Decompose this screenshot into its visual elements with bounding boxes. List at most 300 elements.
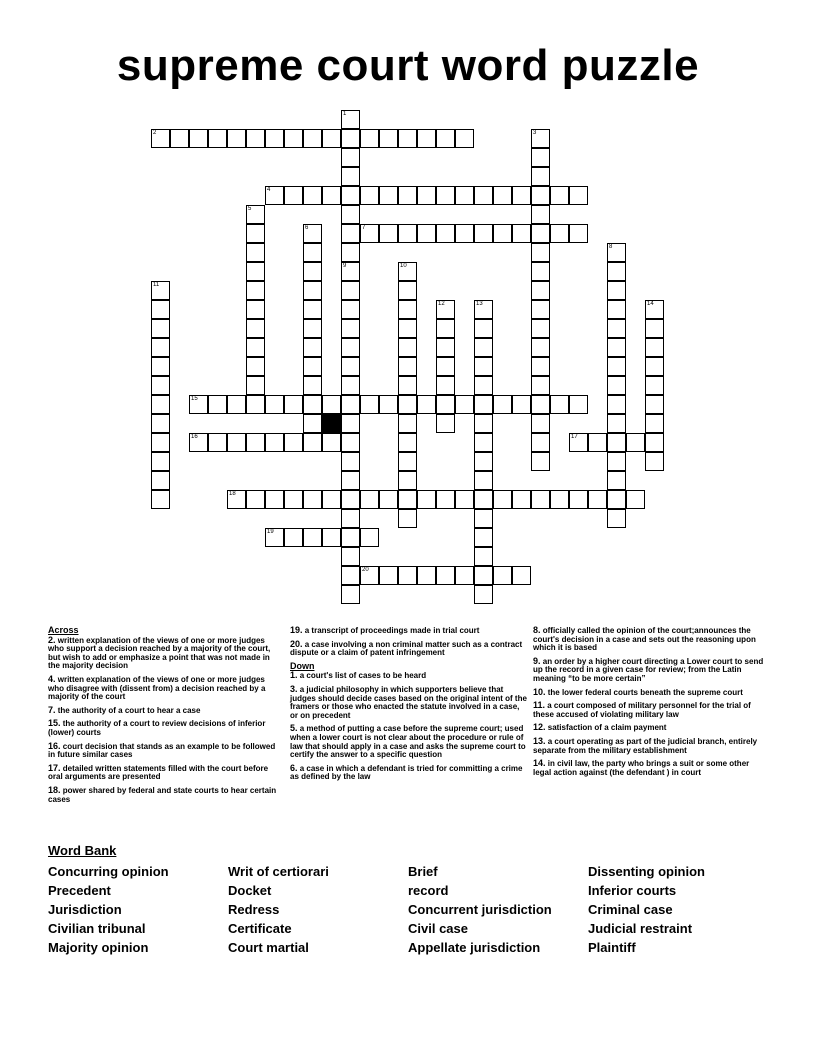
crossword-cell[interactable] <box>398 262 417 281</box>
crossword-cell[interactable] <box>360 129 379 148</box>
crossword-cell[interactable] <box>417 490 436 509</box>
crossword-cell[interactable] <box>265 186 284 205</box>
crossword-cell[interactable] <box>208 433 227 452</box>
crossword-cell[interactable] <box>208 395 227 414</box>
crossword-cell[interactable] <box>303 433 322 452</box>
crossword-cell[interactable] <box>208 129 227 148</box>
crossword-cell[interactable] <box>436 300 455 319</box>
crossword-cell[interactable] <box>436 186 455 205</box>
crossword-cell[interactable] <box>398 433 417 452</box>
crossword-cell[interactable] <box>455 490 474 509</box>
crossword-cell[interactable] <box>474 338 493 357</box>
crossword-cell[interactable] <box>550 490 569 509</box>
word-bank-item: Judicial restraint <box>588 921 693 936</box>
clue-number-label: 8. <box>533 625 541 635</box>
crossword-cell[interactable] <box>189 395 208 414</box>
crossword-cell[interactable] <box>322 433 341 452</box>
clue-text: a case involving a non criminal matter such as a contract dispute or a claim of patent infringement <box>290 639 523 658</box>
crossword-cell[interactable] <box>607 357 626 376</box>
crossword-cell[interactable] <box>360 528 379 547</box>
clue-text: the authority of a court to review decisions of inferior (lower) courts <box>48 719 266 737</box>
crossword-cell[interactable] <box>151 395 170 414</box>
clue-number-label: 4. <box>48 673 56 684</box>
clue-number-label: 18. <box>48 784 61 795</box>
crossword-cell[interactable] <box>493 224 512 243</box>
crossword-cell[interactable] <box>341 186 360 205</box>
crossword-cell[interactable] <box>246 262 265 281</box>
crossword-cell[interactable] <box>246 281 265 300</box>
clue-number: 12 <box>438 301 445 307</box>
crossword-cell[interactable] <box>512 490 531 509</box>
crossword-cell[interactable] <box>151 452 170 471</box>
crossword-cell[interactable] <box>455 129 474 148</box>
crossword-cell[interactable] <box>512 224 531 243</box>
crossword-cell[interactable] <box>607 300 626 319</box>
crossword-cell[interactable] <box>398 281 417 300</box>
word-bank-item: record <box>408 883 449 898</box>
crossword-cell[interactable] <box>360 186 379 205</box>
crossword-cell[interactable] <box>341 281 360 300</box>
crossword-cell[interactable] <box>303 357 322 376</box>
crossword-cell[interactable] <box>531 490 550 509</box>
clue-item <box>48 719 278 737</box>
crossword-cell[interactable] <box>531 205 550 224</box>
crossword-cell[interactable] <box>531 186 550 205</box>
crossword-cell[interactable] <box>303 376 322 395</box>
crossword-cell[interactable] <box>474 528 493 547</box>
crossword-cell[interactable] <box>417 224 436 243</box>
crossword-cell[interactable] <box>455 395 474 414</box>
crossword-cell[interactable] <box>322 528 341 547</box>
crossword-cell[interactable] <box>398 376 417 395</box>
clue-item <box>48 675 278 702</box>
crossword-cell[interactable] <box>379 129 398 148</box>
clues-column-1 <box>48 626 278 808</box>
crossword-cell[interactable] <box>531 319 550 338</box>
crossword-cell[interactable] <box>455 224 474 243</box>
crossword-cell[interactable] <box>151 433 170 452</box>
crossword-cell[interactable] <box>531 338 550 357</box>
crossword-cell[interactable] <box>303 224 322 243</box>
crossword-cell[interactable] <box>379 186 398 205</box>
crossword-cell[interactable] <box>341 129 360 148</box>
crossword-cell[interactable] <box>607 319 626 338</box>
crossword-cell[interactable] <box>303 186 322 205</box>
word-bank-title: Word Bank <box>48 843 117 858</box>
crossword-cell[interactable] <box>645 300 664 319</box>
crossword-cell[interactable] <box>398 490 417 509</box>
crossword-cell[interactable] <box>379 490 398 509</box>
crossword-cell[interactable] <box>303 395 322 414</box>
crossword-cell[interactable] <box>512 186 531 205</box>
crossword-cell[interactable] <box>531 224 550 243</box>
crossword-cell[interactable] <box>398 471 417 490</box>
crossword-cell[interactable] <box>588 433 607 452</box>
crossword-cell[interactable] <box>151 414 170 433</box>
clue-section-heading: Across <box>48 625 79 635</box>
crossword-cell[interactable] <box>341 471 360 490</box>
clue-item <box>290 724 528 759</box>
crossword-cell[interactable] <box>303 528 322 547</box>
crossword-cell[interactable] <box>645 357 664 376</box>
crossword-cell[interactable] <box>493 186 512 205</box>
crossword-cell[interactable] <box>474 224 493 243</box>
crossword-cell[interactable] <box>284 433 303 452</box>
clue-item <box>48 742 278 760</box>
word-bank-item: Jurisdiction <box>48 902 122 917</box>
clue-item <box>533 737 765 755</box>
crossword-cell[interactable] <box>341 547 360 566</box>
clue-number-label: 17. <box>48 762 61 773</box>
crossword-cell[interactable] <box>607 338 626 357</box>
crossword-cell[interactable] <box>607 414 626 433</box>
word-bank-item: Certificate <box>228 921 292 936</box>
word-bank-item: Docket <box>228 883 272 898</box>
crossword-cell[interactable] <box>569 224 588 243</box>
crossword-cell[interactable] <box>246 205 265 224</box>
clue-number-label: 7. <box>48 704 56 715</box>
clue-number: 7 <box>362 225 366 231</box>
clue-number: 19 <box>267 529 274 535</box>
crossword-cell[interactable] <box>360 395 379 414</box>
crossword-cell[interactable] <box>341 262 360 281</box>
crossword-cell[interactable] <box>151 281 170 300</box>
crossword-cell[interactable] <box>246 433 265 452</box>
crossword-cell[interactable] <box>303 243 322 262</box>
crossword-cell[interactable] <box>246 357 265 376</box>
clue-item <box>290 685 528 720</box>
crossword-cell[interactable] <box>531 243 550 262</box>
crossword-cell[interactable] <box>436 414 455 433</box>
word-bank-item: Criminal case <box>588 902 673 917</box>
crossword-cell[interactable] <box>417 186 436 205</box>
crossword-cell[interactable] <box>303 262 322 281</box>
crossword-cell[interactable] <box>341 205 360 224</box>
crossword-cell[interactable] <box>455 566 474 585</box>
clue-number-label: 5. <box>290 723 298 734</box>
crossword-cell[interactable] <box>341 452 360 471</box>
crossword-cell[interactable] <box>341 414 360 433</box>
clue-text: power shared by federal and state courts to hear certain cases <box>48 785 277 804</box>
crossword-cell[interactable] <box>531 281 550 300</box>
crossword-cell[interactable] <box>246 376 265 395</box>
crossword-cell[interactable] <box>303 490 322 509</box>
crossword-cell[interactable] <box>607 376 626 395</box>
crossword-cell[interactable] <box>512 566 531 585</box>
crossword-cell[interactable] <box>398 452 417 471</box>
crossword-cell[interactable] <box>512 395 531 414</box>
crossword-cell[interactable] <box>151 319 170 338</box>
word-bank-column <box>588 862 705 957</box>
crossword-cell[interactable] <box>189 433 208 452</box>
crossword-cell[interactable] <box>322 395 341 414</box>
crossword-cell[interactable] <box>531 300 550 319</box>
crossword-cell[interactable] <box>398 224 417 243</box>
crossword-cell[interactable] <box>341 528 360 547</box>
crossword-cell[interactable] <box>417 395 436 414</box>
clue-text: court decision that stands as an example to be followed in future similar cases <box>48 741 276 760</box>
crossword-cell[interactable] <box>246 129 265 148</box>
crossword-cell[interactable] <box>607 490 626 509</box>
crossword-cell[interactable] <box>531 452 550 471</box>
clue-number-label: 6. <box>290 762 298 773</box>
crossword-cell[interactable] <box>531 433 550 452</box>
crossword-cell[interactable] <box>246 243 265 262</box>
clue-item <box>48 764 278 782</box>
crossword-cell[interactable] <box>265 490 284 509</box>
crossword-cell[interactable] <box>246 490 265 509</box>
crossword-cell[interactable] <box>645 338 664 357</box>
crossword-cell[interactable] <box>151 338 170 357</box>
clue-text: a judicial philosophy in which supporters believe that judges should decide cases based on the original intent of the framers or those who enacted the statute involved in a case, or on precedent <box>290 684 527 720</box>
crossword-cell[interactable] <box>398 357 417 376</box>
crossword-cell[interactable] <box>474 376 493 395</box>
crossword-cell[interactable] <box>151 376 170 395</box>
crossword-cell[interactable] <box>398 509 417 528</box>
crossword-cell[interactable] <box>417 566 436 585</box>
crossword-cell[interactable] <box>626 490 645 509</box>
crossword-cell[interactable] <box>360 490 379 509</box>
crossword-cell[interactable] <box>246 338 265 357</box>
crossword-cell[interactable] <box>227 490 246 509</box>
word-bank-item: Brief <box>408 864 438 879</box>
crossword-cell[interactable] <box>151 357 170 376</box>
clue-number-label: 19. <box>290 625 303 635</box>
crossword-cell[interactable] <box>474 300 493 319</box>
crossword-cell[interactable] <box>531 376 550 395</box>
crossword-cell[interactable] <box>265 433 284 452</box>
crossword-cell[interactable] <box>379 566 398 585</box>
crossword-cell[interactable] <box>474 585 493 604</box>
crossword-cell[interactable] <box>341 433 360 452</box>
word-bank-column <box>408 862 552 957</box>
crossword-cell[interactable] <box>265 129 284 148</box>
crossword-cell[interactable] <box>531 129 550 148</box>
clue-number: 16 <box>191 434 198 440</box>
crossword-cell[interactable] <box>493 566 512 585</box>
crossword-cell[interactable] <box>474 319 493 338</box>
word-bank-item: Concurring opinion <box>48 864 169 879</box>
crossword-cell[interactable] <box>474 186 493 205</box>
crossword-cell[interactable] <box>607 509 626 528</box>
crossword-cell[interactable] <box>569 490 588 509</box>
crossword-cell[interactable] <box>227 395 246 414</box>
crossword-cell[interactable] <box>607 395 626 414</box>
crossword-cell[interactable] <box>341 338 360 357</box>
crossword-cell[interactable] <box>189 129 208 148</box>
crossword-cell[interactable] <box>284 395 303 414</box>
clue-number-label: 14. <box>533 758 546 769</box>
crossword-cell[interactable] <box>569 433 588 452</box>
crossword-cell[interactable] <box>531 167 550 186</box>
crossword-cell[interactable] <box>398 338 417 357</box>
clue-number: 5 <box>248 206 252 212</box>
crossword-cell[interactable] <box>474 414 493 433</box>
crossword-cell[interactable] <box>550 224 569 243</box>
clue-text: a court's list of cases to be heard <box>297 671 427 681</box>
crossword-cell[interactable] <box>531 395 550 414</box>
crossword-cell[interactable] <box>322 129 341 148</box>
clue-text: the authority of a court to hear a case <box>55 705 201 715</box>
crossword-cell[interactable] <box>341 167 360 186</box>
crossword-cell[interactable] <box>569 395 588 414</box>
crossword-cell[interactable] <box>227 129 246 148</box>
crossword-cell[interactable] <box>379 395 398 414</box>
crossword-cell[interactable] <box>303 281 322 300</box>
crossword-cell[interactable] <box>284 528 303 547</box>
crossword-cell[interactable] <box>474 395 493 414</box>
crossword-cell[interactable] <box>398 566 417 585</box>
crossword-cell[interactable] <box>436 490 455 509</box>
crossword-cell[interactable] <box>493 490 512 509</box>
clue-text: a case in which a defendant is tried for committing a crime as defined by the law <box>290 763 523 782</box>
clue-number: 3 <box>533 130 537 136</box>
crossword-cell[interactable] <box>626 433 645 452</box>
crossword-cell[interactable] <box>246 395 265 414</box>
crossword-cell[interactable] <box>645 452 664 471</box>
clue-item <box>290 764 528 782</box>
clue-text: satisfaction of a claim payment <box>545 723 667 733</box>
crossword-cell[interactable] <box>151 471 170 490</box>
crossword-cell[interactable] <box>436 357 455 376</box>
crossword-cell[interactable] <box>436 129 455 148</box>
crossword-cell[interactable] <box>170 129 189 148</box>
crossword-cell[interactable] <box>341 243 360 262</box>
crossword-cell[interactable] <box>417 129 436 148</box>
crossword-cell[interactable] <box>322 186 341 205</box>
crossword-cell[interactable] <box>360 566 379 585</box>
crossword-cell[interactable] <box>398 319 417 338</box>
crossword-cell[interactable] <box>322 490 341 509</box>
clue-number: 11 <box>153 282 160 288</box>
crossword-cell[interactable] <box>493 395 512 414</box>
crossword-cell[interactable] <box>645 319 664 338</box>
crossword-cell[interactable] <box>550 186 569 205</box>
crossword-cell[interactable] <box>341 300 360 319</box>
crossword-cell[interactable] <box>607 262 626 281</box>
crossword-cell[interactable] <box>474 357 493 376</box>
crossword-cell[interactable] <box>303 129 322 148</box>
crossword-cell[interactable] <box>341 585 360 604</box>
crossword-cell[interactable] <box>607 243 626 262</box>
crossword-cell[interactable] <box>303 338 322 357</box>
crossword-cell[interactable] <box>436 224 455 243</box>
crossword-cell[interactable] <box>227 433 246 452</box>
crossword-cell[interactable] <box>341 110 360 129</box>
crossword-cell[interactable] <box>151 300 170 319</box>
crossword-cell[interactable] <box>531 148 550 167</box>
crossword-cell[interactable] <box>379 224 398 243</box>
crossword-cell[interactable] <box>436 376 455 395</box>
crossword-cell[interactable] <box>341 376 360 395</box>
crossword-cell[interactable] <box>607 433 626 452</box>
crossword-cell[interactable] <box>436 395 455 414</box>
crossword-cell[interactable] <box>265 395 284 414</box>
crossword-cell[interactable] <box>265 528 284 547</box>
crossword-cell[interactable] <box>455 186 474 205</box>
crossword-cell[interactable] <box>531 414 550 433</box>
crossword-cell[interactable] <box>341 509 360 528</box>
crossword-cell[interactable] <box>303 319 322 338</box>
crossword-cell[interactable] <box>341 319 360 338</box>
crossword-cell[interactable] <box>284 490 303 509</box>
crossword-cell[interactable] <box>645 414 664 433</box>
clue-item <box>48 636 278 671</box>
clue-number-label: 9. <box>533 655 541 666</box>
crossword-cell[interactable] <box>474 452 493 471</box>
crossword-cell[interactable] <box>607 281 626 300</box>
clue-text: a method of putting a case before the supreme court; used when a lower court is not clear about the procedure or rule of law that should apply in a case and asks the supreme court to certify the answer to a specific question <box>290 724 526 760</box>
word-bank-item: Writ of certiorari <box>228 864 329 879</box>
clue-number-label: 3. <box>290 683 298 694</box>
crossword-cell[interactable] <box>569 186 588 205</box>
crossword-cell[interactable] <box>474 471 493 490</box>
crossword-cell[interactable] <box>474 433 493 452</box>
crossword-cell[interactable] <box>341 566 360 585</box>
crossword-cell[interactable] <box>341 148 360 167</box>
crossword-cell[interactable] <box>284 129 303 148</box>
crossword-cell[interactable] <box>436 566 455 585</box>
crossword-cell[interactable] <box>607 471 626 490</box>
crossword-cell[interactable] <box>645 376 664 395</box>
crossword-cell[interactable] <box>151 129 170 148</box>
crossword-cell[interactable] <box>531 262 550 281</box>
crossword-cell[interactable] <box>284 186 303 205</box>
crossword-cell[interactable] <box>341 224 360 243</box>
crossword-cell[interactable] <box>474 566 493 585</box>
clue-number: 8 <box>609 244 613 250</box>
crossword-cell[interactable] <box>398 300 417 319</box>
crossword-cell[interactable] <box>341 490 360 509</box>
crossword-cell[interactable] <box>151 490 170 509</box>
crossword-cell[interactable] <box>398 414 417 433</box>
clue-number-label: 11. <box>533 700 546 711</box>
crossword-cell[interactable] <box>303 300 322 319</box>
crossword-cell[interactable] <box>531 357 550 376</box>
crossword-cell[interactable] <box>246 319 265 338</box>
crossword-cell[interactable] <box>645 395 664 414</box>
clue-number: 1 <box>343 111 347 117</box>
crossword-cell[interactable] <box>474 547 493 566</box>
crossword-cell[interactable] <box>436 338 455 357</box>
crossword-cell[interactable] <box>607 452 626 471</box>
clue-text: a court composed of military personnel for the trial of these accused of violating military law <box>533 701 751 719</box>
crossword-cell[interactable] <box>341 357 360 376</box>
crossword-cell[interactable] <box>550 395 569 414</box>
crossword-cell[interactable] <box>474 490 493 509</box>
crossword-cell[interactable] <box>645 433 664 452</box>
crossword-cell[interactable] <box>341 395 360 414</box>
clue-text: detailed written statements filled with the court before oral arguments are presented <box>48 763 269 782</box>
word-bank-column <box>228 862 329 957</box>
crossword-cell[interactable] <box>303 414 322 433</box>
crossword-cell[interactable] <box>398 129 417 148</box>
crossword-cell[interactable] <box>246 300 265 319</box>
crossword-cell[interactable] <box>588 490 607 509</box>
clue-text: a court operating as part of the judicial branch, entirely separate from the military establishment <box>533 736 758 755</box>
clue-number: 18 <box>229 491 236 497</box>
crossword-cell[interactable] <box>398 186 417 205</box>
word-bank-item: Dissenting opinion <box>588 864 705 879</box>
clue-number-label: 2. <box>48 634 56 645</box>
clue-number-label: 16. <box>48 740 61 751</box>
crossword-cell[interactable] <box>474 509 493 528</box>
crossword-cell[interactable] <box>246 224 265 243</box>
crossword-cell[interactable] <box>398 395 417 414</box>
crossword-cell[interactable] <box>436 319 455 338</box>
crossword-cell[interactable] <box>360 224 379 243</box>
crossword-block <box>322 414 341 433</box>
